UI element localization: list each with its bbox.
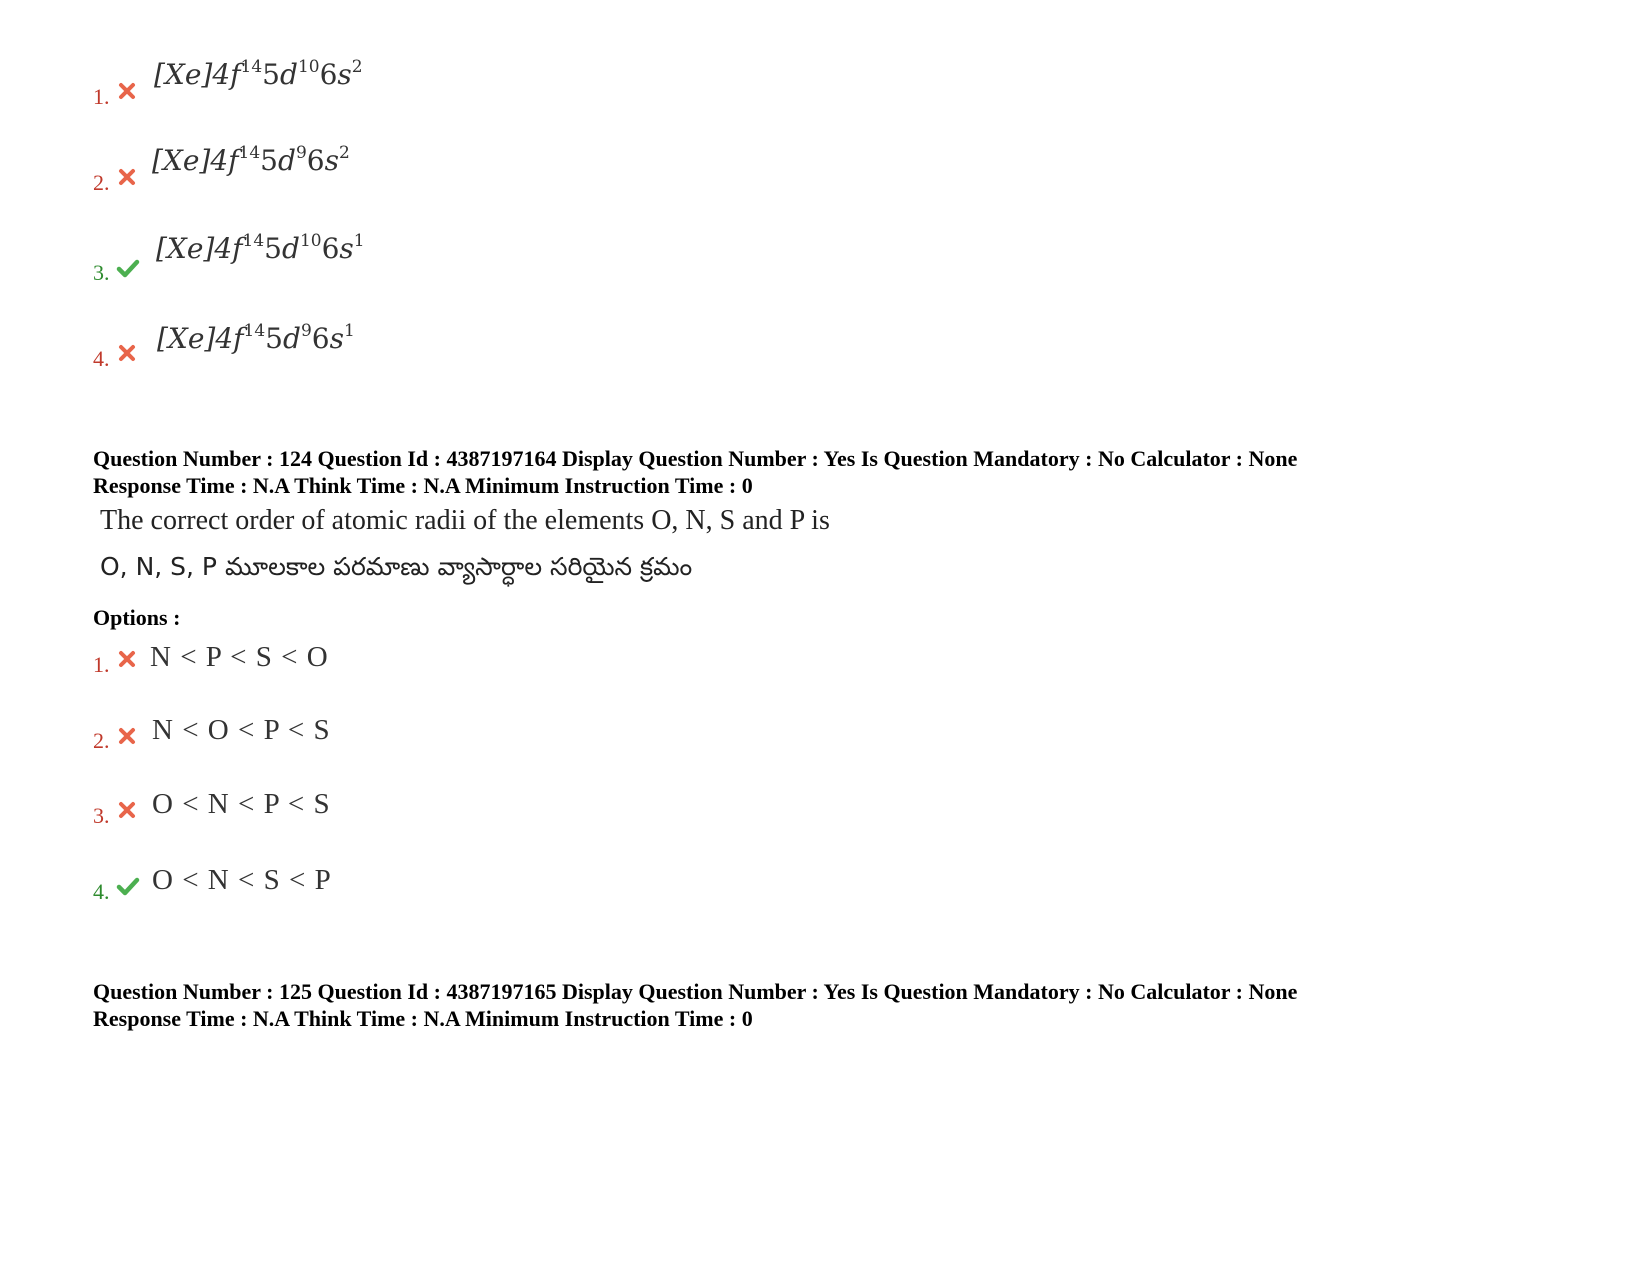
question-text-english: The correct order of atomic radii of the elements O, N, S and P is: [100, 505, 830, 536]
option-number: 1.: [93, 84, 110, 109]
option-text: O < N < S < P: [152, 864, 332, 896]
formula-option-2: $[Xe]4f^{14}5d^96s^2$: [152, 143, 350, 177]
option-number: 1.: [93, 652, 110, 677]
check-icon: [116, 876, 140, 896]
question-meta-line-2: Response Time : N.A Think Time : N.A Minimum Instruction Time : 0: [93, 473, 753, 498]
cross-icon: [118, 168, 136, 186]
question-meta-line-1: Question Number : 124 Question Id : 4387197164 Display Question Number : Yes Is Question Mandatory : No Calculator : None: [93, 446, 1298, 471]
option-text: N < O < P < S: [152, 714, 331, 746]
formula-option-4: $[Xe]4f^{14}5d^96s^1$: [157, 321, 355, 355]
option-text: N < P < S < O: [150, 641, 329, 673]
check-icon: [116, 258, 140, 278]
cross-icon: [118, 650, 136, 668]
question-meta-line-2: Response Time : N.A Think Time : N.A Minimum Instruction Time : 0: [93, 1006, 753, 1031]
cross-icon: [118, 801, 136, 819]
option-number: 3.: [93, 260, 110, 285]
option-number: 2.: [93, 170, 110, 195]
question-text-telugu: O, N, S, P మూలకాల పరమాణు వ్యాసార్ధాల సరియైన క్రమం: [100, 552, 693, 581]
cross-icon: [118, 727, 136, 745]
formula-option-1: $[Xe]4f^{14}5d^{10}6s^2$: [154, 57, 363, 91]
option-number: 2.: [93, 728, 110, 753]
cross-icon: [118, 344, 136, 362]
option-number: 3.: [93, 803, 110, 828]
formula-option-3: $[Xe]4f^{14}5d^{10}6s^1$: [156, 231, 365, 265]
option-number: 4.: [93, 879, 110, 904]
question-meta-line-1: Question Number : 125 Question Id : 4387197165 Display Question Number : Yes Is Question Mandatory : No Calculator : None: [93, 979, 1298, 1004]
options-label: Options :: [93, 605, 181, 630]
cross-icon: [118, 82, 136, 100]
option-number: 4.: [93, 346, 110, 371]
option-text: O < N < P < S: [152, 788, 331, 820]
